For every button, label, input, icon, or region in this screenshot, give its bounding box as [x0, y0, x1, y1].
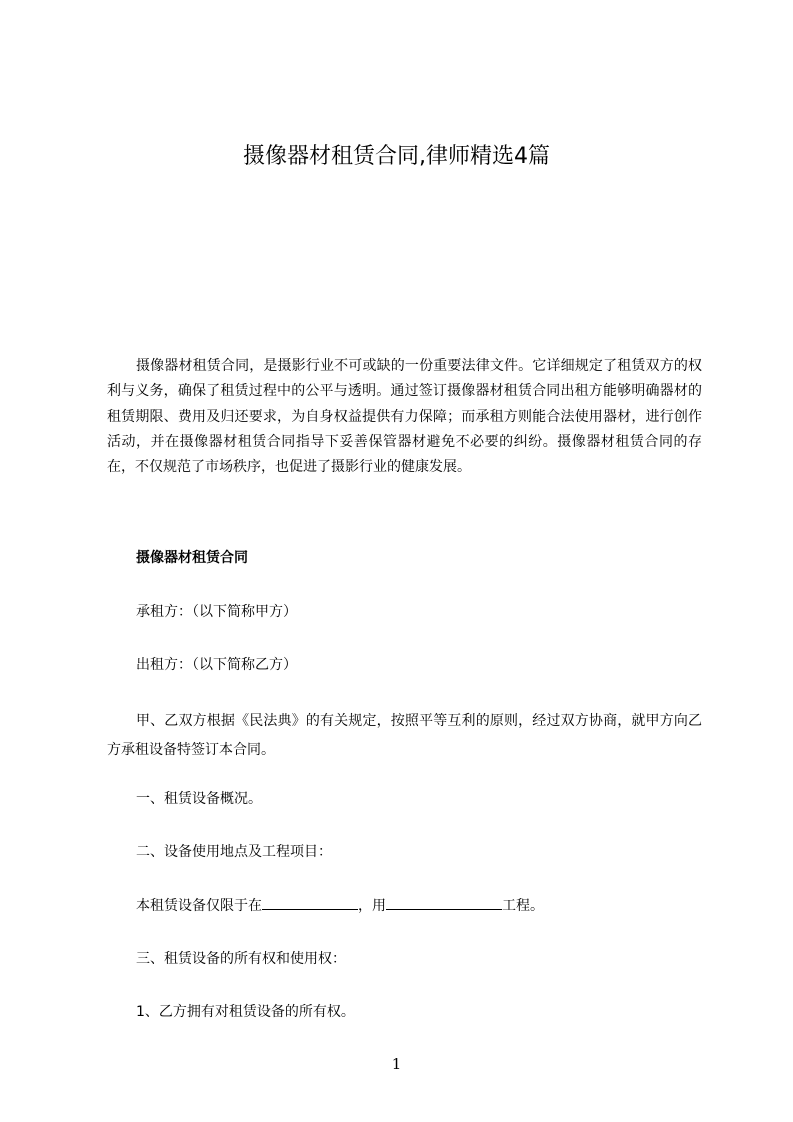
- intro-paragraph: 摄像器材租赁合同，是摄影行业不可或缺的一份重要法律文件。它详细规定了租赁双方的权利与义务，确保了租赁过程中的公平与透明。通过签订摄像器材租赁合同出租方能够明确器材的租赁期限、费用及归还要求，为自身权益提供有力保障；而承租方则能合法使用器材，进行创作活动，并在摄像器材租赁合同指导下妥善保管器材避免不必要的纠纷。摄像器材租赁合同的存在，不仅规范了市场秩序，也促进了摄影行业的健康发展。: [107, 358, 702, 476]
- page-number: 1: [391, 1055, 402, 1073]
- location-prefix: 本租赁设备仅限于在: [136, 898, 262, 914]
- location-blank: [262, 895, 358, 910]
- project-blank: [386, 895, 502, 910]
- location-clause: [136, 894, 544, 919]
- lessee-line: 承租方：（以下简称甲方）: [136, 604, 297, 620]
- preamble-paragraph: 甲、乙双方根据《民法典》的有关规定，按照平等互利的原则，经过双方协商，就甲方向乙方承租设备特签订本合同。: [107, 713, 702, 758]
- section-2-heading: 二、设备使用地点及工程项目：: [136, 844, 332, 860]
- section-3-heading: 三、租赁设备的所有权和使用权：: [136, 951, 346, 967]
- clause-3-1: 1、乙方拥有对租赁设备的所有权。: [136, 1004, 355, 1020]
- section-1-heading: 一、租赁设备概况。: [136, 791, 262, 807]
- location-suffix: 工程。: [502, 898, 544, 914]
- document-title: 摄像器材租赁合同,律师精选4篇: [243, 144, 550, 169]
- lessor-line: 出租方：（以下简称乙方）: [136, 657, 297, 673]
- location-middle: ，用: [358, 898, 386, 914]
- contract-heading: 摄像器材租赁合同: [136, 550, 248, 566]
